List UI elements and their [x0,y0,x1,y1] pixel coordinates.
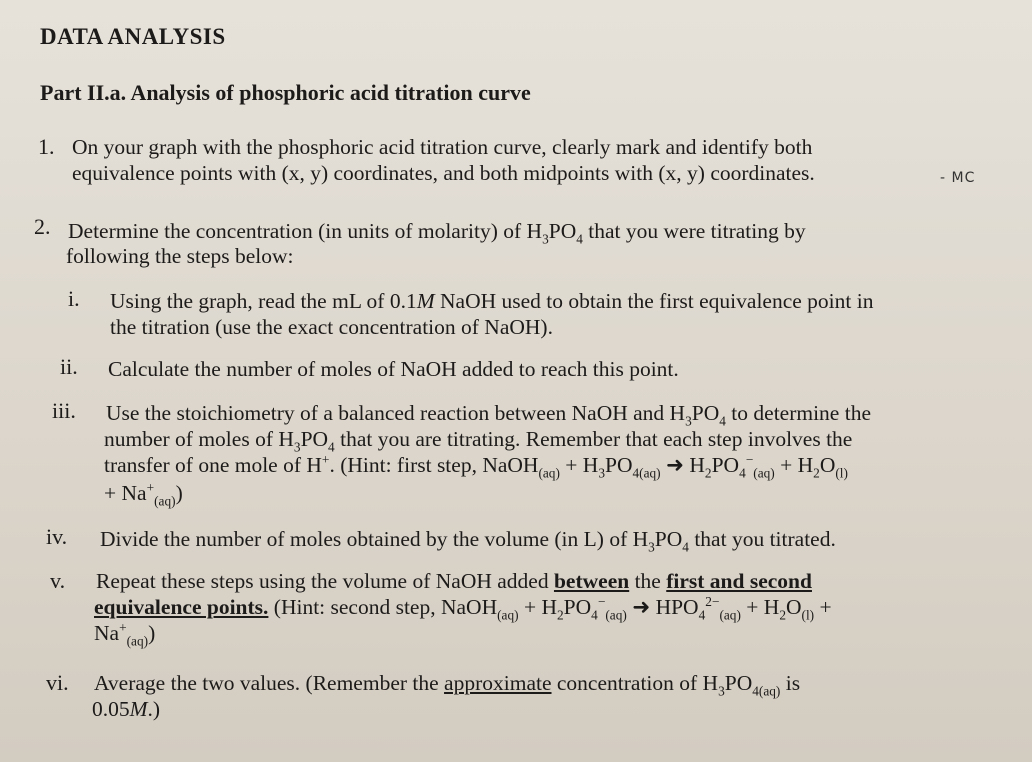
step-text-line: the titration (use the exact concentration of NaOH). [110,315,553,339]
step-text-line: + $Na^+_{(aq)}$) [104,479,183,509]
handwritten-initials: - MC [940,170,976,186]
step-text-line: Average the two values. (Remember the approximate concentration of $H_3PO_{4(aq)}$ is [94,671,801,699]
step-number: vi. [46,670,69,695]
section-heading: Part II.a. Analysis of phosphoric acid titration curve [40,80,531,105]
question-text-line: following the steps below: [66,244,294,268]
step-text-line: 0.05M.) [92,697,161,721]
emphasis-first-and-second: first and second [666,569,812,593]
page-title: DATA ANALYSIS [40,24,226,49]
step-text-line: Use the stoichiometry of a balanced reaction between NaOH and $H_3PO_4$ to determine the [106,401,871,429]
step-text-line: $Na^+_{(aq)}$) [94,619,156,649]
step-number: ii. [60,354,78,379]
question-number: 1. [38,134,55,159]
step-text-line: equivalence points. (Hint: second step, NaOH$_{(aq)}$ + $H_2PO_4^-_{(aq)}$ ➜ $HPO_4^{2-}_{(aq)} + H_2O_{(l)}$ + [94,593,832,623]
emphasis-equivalence-points: equivalence points. [94,595,269,619]
step-text-line: Repeat these steps using the volume of NaOH added between the first and second [96,569,812,593]
emphasis-approximate: approximate [444,671,552,695]
question-number: 2. [34,214,51,239]
question-text-line: On your graph with the phosphoric acid titration curve, clearly mark and identify both [72,135,813,159]
step-text-line: Divide the number of moles obtained by the volume (in L) of $H_3PO_4$ that you titrated. [100,527,836,555]
step-number: i. [68,286,80,311]
question-text-line: equivalence points with (x, y) coordinates, and both midpoints with (x, y) coordinates. [72,161,815,185]
step-number: iv. [46,524,68,549]
question-text-line: Determine the concentration (in units of molarity) of $H_3PO_4$ that you were titrating by [68,219,806,247]
step-text-line: Calculate the number of moles of NaOH added to reach this point. [108,357,679,381]
step-number: iii. [52,398,76,423]
step-text-line: Using the graph, read the mL of 0.1M NaOH used to obtain the first equivalence point in [110,289,874,313]
step-text-line: number of moles of $H_3PO_4$ that you are titrating. Remember that each step involves the [104,427,853,455]
emphasis-between: between [553,569,630,593]
step-text-line: transfer of one mole of H+. (Hint: first step, NaOH$_{(aq)}$ + $H_3PO_{4(aq)}$ ➜ $H_2PO_4^-_{(aq)} + H_2O_{(l)}$ [104,451,848,481]
step-number: v. [50,568,66,593]
